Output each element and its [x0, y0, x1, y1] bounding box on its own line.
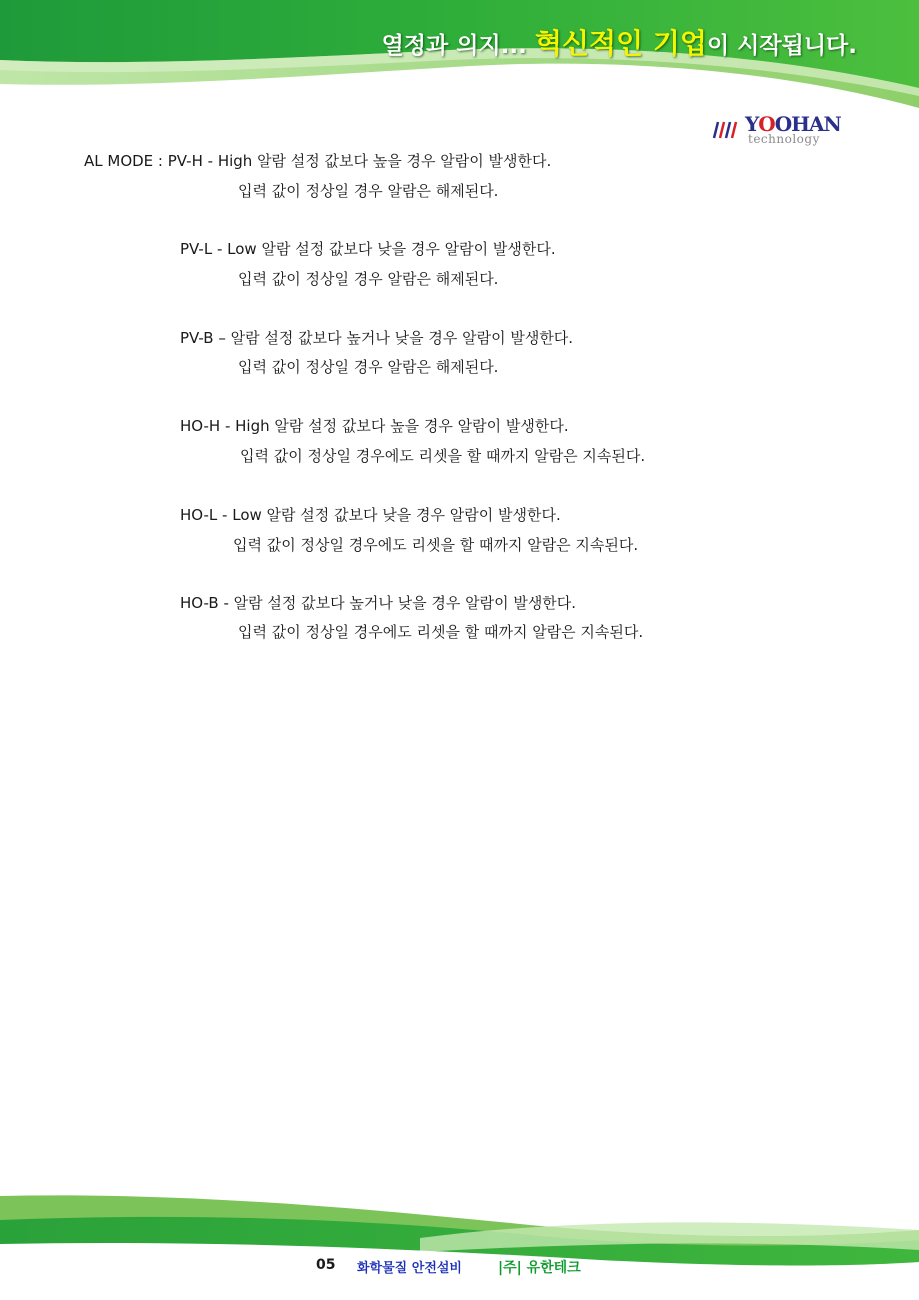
alarm-mode-pvl-detail: 입력 값이 정상일 경우 알람은 해제된다.	[238, 270, 499, 288]
slogan-prefix: 열정과 의지...	[381, 33, 535, 59]
alarm-mode-hob-line: HO-B - 알람 설정 값보다 높거나 낮을 경우 알람이 발생한다.	[180, 594, 577, 612]
company-logo	[708, 112, 854, 152]
page-footer	[0, 1257, 919, 1279]
page-number: 05	[316, 1257, 336, 1273]
header-slogan	[382, 22, 857, 62]
slogan-highlight: 혁신적인 기업	[534, 27, 707, 60]
slogan-suffix: 이 시작됩니다.	[706, 33, 857, 59]
alarm-mode-pvb-line: PV-B – 알람 설정 값보다 높거나 낮을 경우 알람이 발생한다.	[180, 329, 574, 347]
footer-doc-title: 화학물질 안전설비	[357, 1261, 462, 1276]
logo-subtitle: technology	[748, 132, 820, 146]
alarm-mode-pvl-line: PV-L - Low 알람 설정 값보다 낮을 경우 알람이 발생한다.	[180, 240, 556, 258]
alarm-mode-pvb-detail: 입력 값이 정상일 경우 알람은 해제된다.	[238, 358, 499, 376]
logo-stripes-icon	[708, 116, 744, 140]
alarm-mode-hob-detail: 입력 값이 정상일 경우에도 리셋을 할 때까지 알람은 지속된다.	[238, 623, 644, 641]
alarm-mode-hoh-line: HO-H - High 알람 설정 값보다 높을 경우 알람이 발생한다.	[180, 417, 569, 435]
alarm-mode-hoh-detail: 입력 값이 정상일 경우에도 리셋을 할 때까지 알람은 지속된다.	[240, 447, 646, 465]
alarm-mode-pvh-detail: 입력 값이 정상일 경우 알람은 해제된다.	[238, 182, 499, 200]
footer-wave-banner	[0, 1190, 919, 1300]
logo-brand: YOOHAN	[745, 112, 841, 136]
header-wave-banner	[0, 0, 919, 130]
alarm-mode-pvh-line: AL MODE : PV-H - High 알람 설정 값보다 높을 경우 알람이 발생한다.	[84, 152, 552, 170]
footer-company: |주| 유한테크	[498, 1260, 581, 1276]
alarm-mode-hol-detail: 입력 값이 정상일 경우에도 리셋을 할 때까지 알람은 지속된다.	[233, 536, 639, 554]
alarm-mode-hol-line: HO-L - Low 알람 설정 값보다 낮을 경우 알람이 발생한다.	[180, 506, 561, 524]
